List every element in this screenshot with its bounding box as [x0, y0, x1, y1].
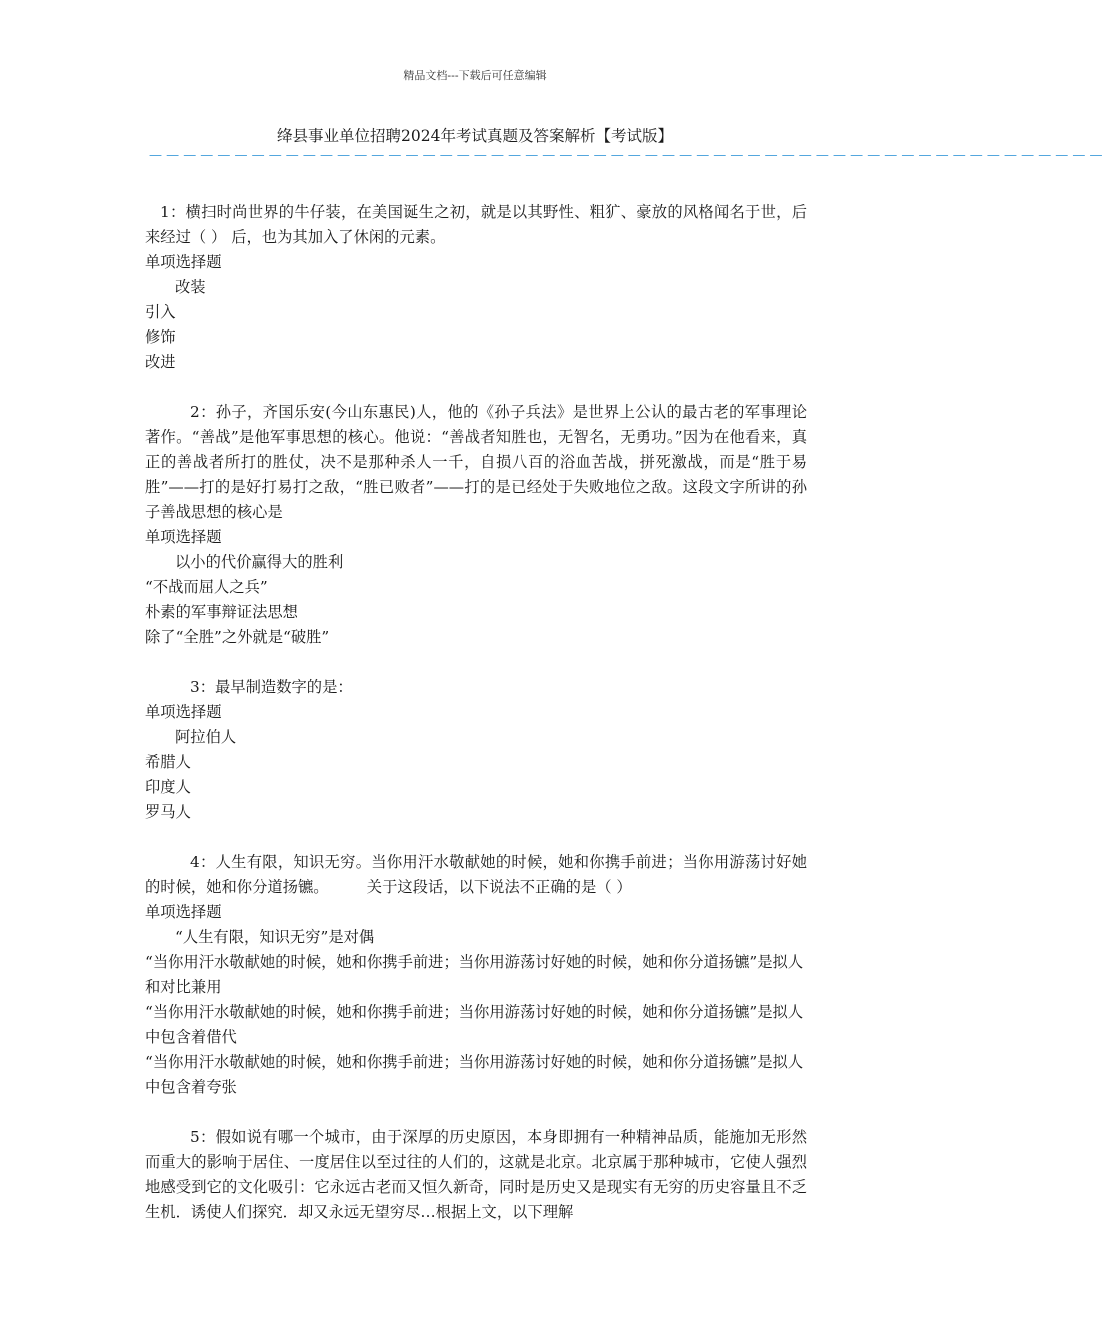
option-b[interactable]: 引入	[145, 303, 176, 321]
question-5	[145, 1125, 807, 1225]
question-2	[145, 400, 807, 650]
option-a[interactable]: 改装	[175, 278, 206, 296]
option-b[interactable]: “当你用汗水敬献她的时候，她和你携手前进；当你用游荡讨好她的时候，她和你分道扬镳”是拟人和对比兼用	[145, 953, 804, 996]
question-4	[145, 850, 807, 1100]
option-c[interactable]: 朴素的军事辩证法思想	[145, 603, 298, 621]
option-a[interactable]: “人生有限，知识无穷”是对偶	[175, 928, 375, 946]
question-stem: 2：孙子，齐国乐安(今山东惠民)人，他的《孙子兵法》是世界上公认的最古老的军事理论著作。“善战”是他军事思想的核心。他说：“善战者知胜也，无智名，无勇功。”因为在他看来，真正的善战者所打的胜仗，决不是那种杀人一千，自损八百的浴血苦战，拼死激战，而是“胜于易胜”——打的是好打易打之敌，“胜已败者”——打的是已经处于失败地位之敌。这段文字所讲的孙子善战思想的核心是	[145, 403, 807, 521]
option-c[interactable]: 修饰	[145, 328, 176, 346]
question-3	[145, 675, 807, 825]
question-stem: 5：假如说有哪一个城市，由于深厚的历史原因，本身即拥有一种精神品质，能施加无形然而重大的影响于居住、一度居住以至过往的人们的，这就是北京。北京属于那种城市，它使人强烈地感受到它的文化吸引：它永远古老而又恒久新奇，同时是历史又是现实有无穷的历史容量且不乏生机．诱使人们探究．却又永远无望穷尽…根据上文，以下理解	[145, 1128, 807, 1221]
header-note: 精品文档---下载后可任意编辑	[403, 69, 547, 82]
question-stem: 1：横扫时尚世界的牛仔装，在美国诞生之初，就是以其野性、粗犷、豪放的风格闻名于世，后来经过（ ） 后，也为其加入了休闲的元素。	[145, 203, 807, 246]
option-b[interactable]: “不战而屈人之兵”	[145, 578, 268, 596]
question-stem: 3：最早制造数字的是：	[190, 678, 353, 696]
question-type: 单项选择题	[145, 903, 222, 921]
question-type: 单项选择题	[145, 253, 222, 271]
option-c[interactable]: “当你用汗水敬献她的时候，她和你携手前进；当你用游荡讨好她的时候，她和你分道扬镳”是拟人中包含着借代	[145, 1003, 804, 1046]
question-list	[145, 200, 807, 1250]
question-1	[145, 200, 807, 375]
option-d[interactable]: “当你用汗水敬献她的时候，她和你携手前进；当你用游荡讨好她的时候，她和你分道扬镳”是拟人中包含着夸张	[145, 1053, 804, 1096]
option-d[interactable]: 除了“全胜”之外就是“破胜”	[145, 628, 330, 646]
document-title: 绛县事业单位招聘2024年考试真题及答案解析【考试版】	[277, 127, 673, 145]
title-divider: ————————————————————————————————————————————————————————	[149, 148, 1107, 163]
option-b[interactable]: 希腊人	[145, 753, 191, 771]
option-d[interactable]: 罗马人	[145, 803, 191, 821]
option-c[interactable]: 印度人	[145, 778, 191, 796]
option-a[interactable]: 以小的代价赢得大的胜利	[175, 553, 344, 571]
option-d[interactable]: 改进	[145, 353, 176, 371]
question-type: 单项选择题	[145, 703, 222, 721]
question-type: 单项选择题	[145, 528, 222, 546]
option-a[interactable]: 阿拉伯人	[175, 728, 237, 746]
question-stem: 4：人生有限，知识无穷。当你用汗水敬献她的时候，她和你携手前进；当你用游荡讨好她的时候，她和你分道扬镳。 关于这段话，以下说法不正确的是（ ）	[145, 853, 807, 896]
